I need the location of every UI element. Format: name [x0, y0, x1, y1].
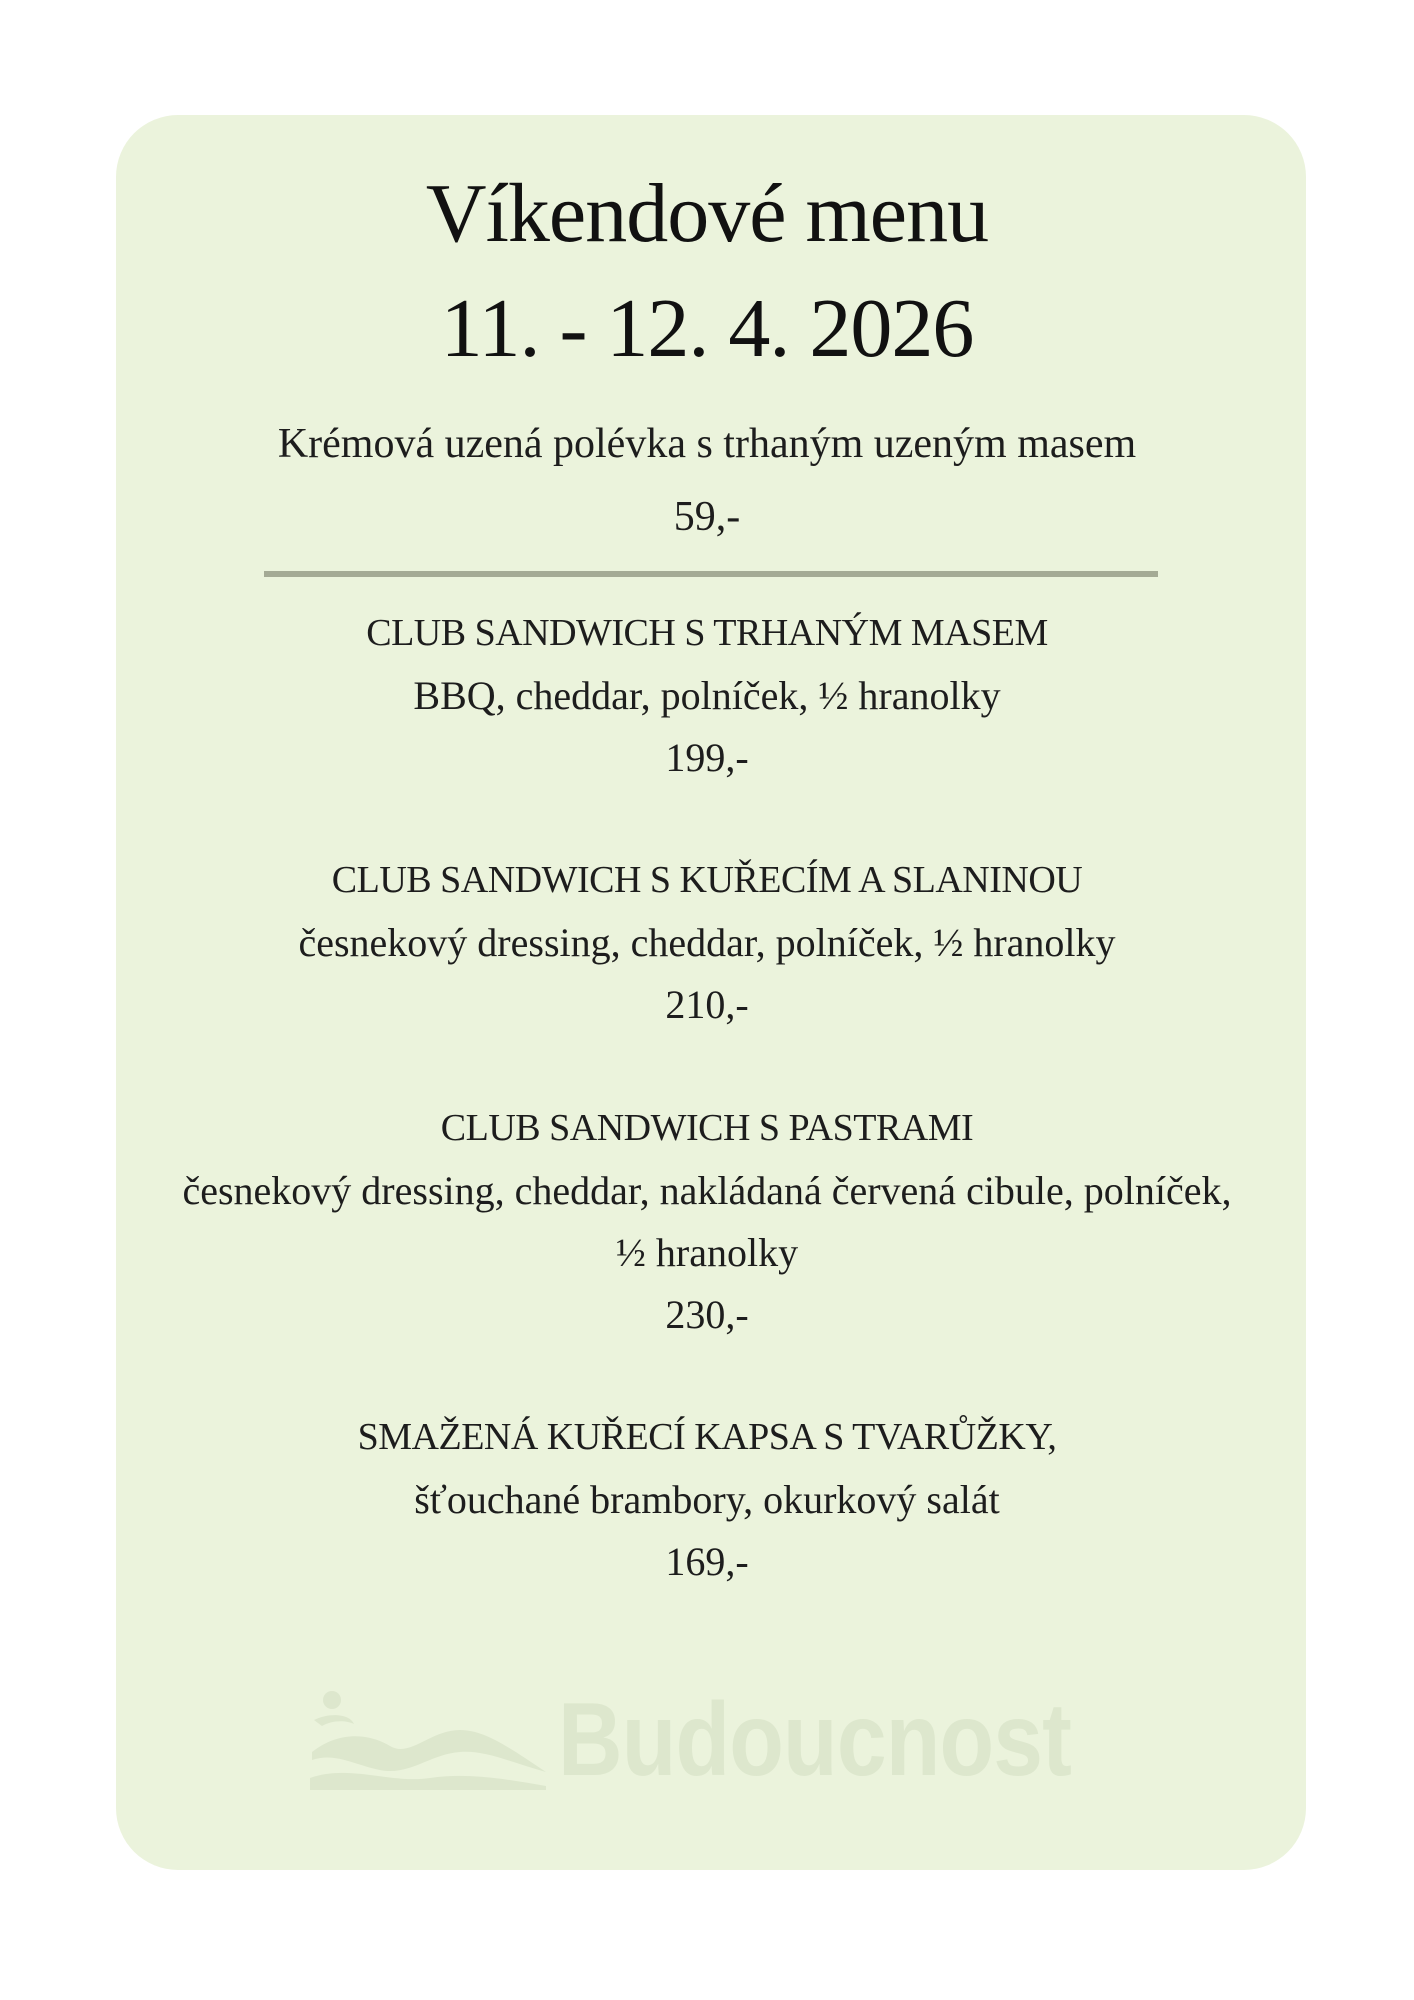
dish-description: šťouchané brambory, okurkový salát: [414, 1477, 1000, 1522]
soup-price: 59,-: [673, 494, 741, 540]
dish-description: BBQ, cheddar, polníček, ½ hranolky: [413, 673, 1001, 718]
dish-description: česnekový dressing, cheddar, nakládaná červená cibule, polníček,: [182, 1168, 1232, 1213]
wave-person-logo-icon: [310, 1690, 550, 1790]
dish-title: CLUB SANDWICH S PASTRAMI: [440, 1107, 974, 1149]
watermark-logo: [310, 1682, 1080, 1798]
dish-title: CLUB SANDWICH S KUŘECÍM A SLANINOU: [331, 859, 1083, 901]
divider: [264, 571, 1158, 577]
dish-description: česnekový dressing, cheddar, polníček, ½ hranolky: [298, 920, 1116, 965]
soup-name: Krémová uzená polévka s trhaným uzeným masem: [277, 421, 1137, 467]
dish-price: 210,-: [665, 982, 749, 1027]
dish-price: 169,-: [665, 1539, 749, 1584]
dish-title: SMAŽENÁ KUŘECÍ KAPSA S TVARŮŽKY,: [357, 1416, 1057, 1458]
watermark-text: Budoucnost: [558, 1682, 1072, 1798]
menu-date: 11. - 12. 4. 2026: [440, 282, 974, 375]
page-title: Víkendové menu: [425, 167, 989, 260]
dish-price: 199,-: [665, 735, 749, 780]
dish-description-continued: ½ hranolky: [615, 1230, 799, 1275]
dish-price: 230,-: [665, 1292, 749, 1337]
dish-title: CLUB SANDWICH S TRHANÝM MASEM: [366, 612, 1048, 654]
